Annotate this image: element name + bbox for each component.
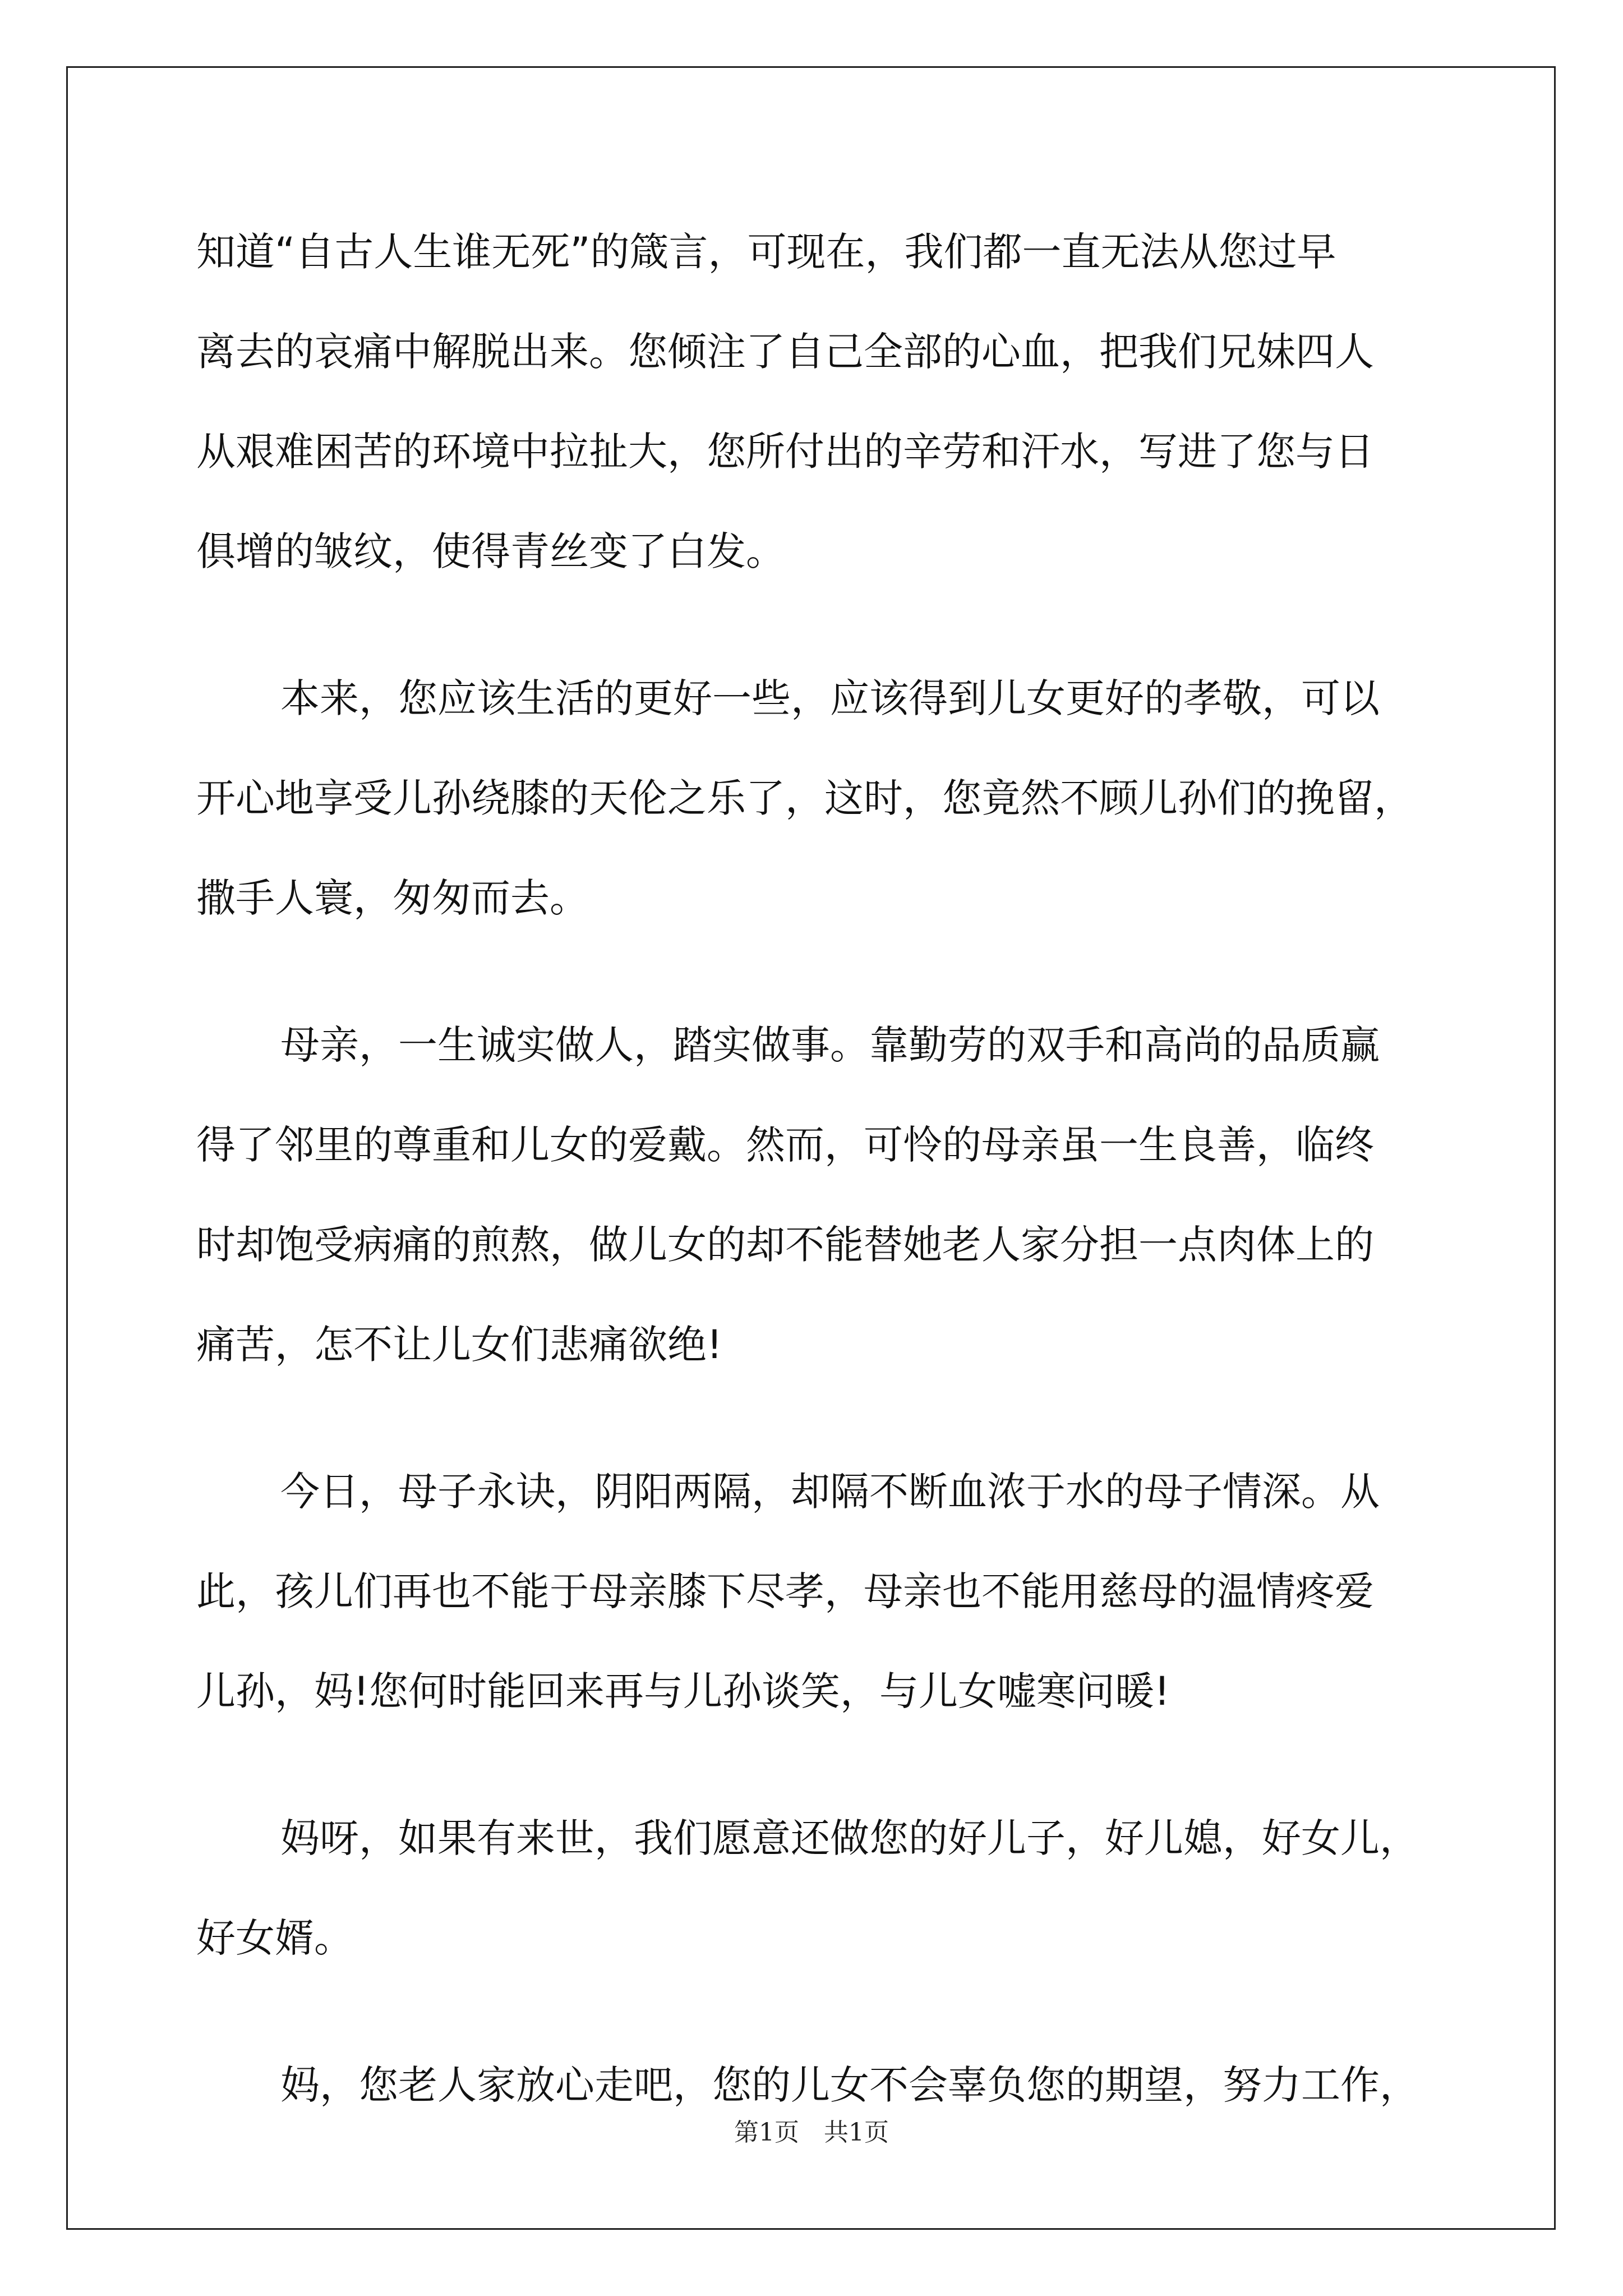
text-line: 俱增的皱纹，使得青丝变了白发。 xyxy=(196,528,785,574)
text-line: 好女婿。 xyxy=(196,1915,353,1961)
paragraph-5 xyxy=(196,1788,1430,1988)
text-line: 此，孩儿们再也不能于母亲膝下尽孝，母亲也不能用慈母的温情疼爱 xyxy=(196,1568,1374,1614)
text-line: 撒手人寰，匆匆而去。 xyxy=(196,875,589,921)
text-line: 时却饱受病痛的煎熬，做儿女的却不能替她老人家分担一点肉体上的 xyxy=(196,1222,1374,1268)
text-line: 开心地享受儿孙绕膝的天伦之乐了，这时，您竟然不顾儿孙们的挽留， xyxy=(196,775,1413,821)
document-body xyxy=(196,202,1430,2182)
text-line: 妈呀，如果有来世，我们愿意还做您的好儿子，好儿媳，好女儿， xyxy=(280,1815,1419,1861)
text-line: 母亲，一生诚实做人，踏实做事。靠勤劳的双手和高尚的品质赢 xyxy=(280,1022,1380,1068)
text-line: 离去的哀痛中解脱出来。您倾注了自己全部的心血，把我们兄妹四人 xyxy=(196,329,1374,375)
text-line: 本来，您应该生活的更好一些，应该得到儿女更好的孝敬，可以 xyxy=(280,675,1380,721)
text-line: 今日，母子永诀，阴阳两隔，却隔不断血浓于水的母子情深。从 xyxy=(280,1469,1380,1515)
page-footer: 第1页 共1页 xyxy=(734,2118,889,2147)
text-line: 从艰难困苦的环境中拉扯大，您所付出的辛劳和汗水，写进了您与日 xyxy=(196,429,1374,475)
paragraph-4 xyxy=(196,1442,1430,1741)
text-line: 知道“自古人生谁无死”的箴言，可现在，我们都一直无法从您过早 xyxy=(196,229,1336,275)
text-line: 得了邻里的尊重和儿女的爱戴。然而，可怜的母亲虽一生良善，临终 xyxy=(196,1122,1374,1168)
text-line: 妈，您老人家放心走吧，您的儿女不会辜负您的期望，努力工作， xyxy=(280,2062,1419,2108)
text-line: 痛苦，怎不让儿女们悲痛欲绝! xyxy=(196,1322,723,1368)
paragraph-2 xyxy=(196,648,1430,948)
paragraph-1 xyxy=(196,202,1430,601)
text-line: 儿孙，妈!您何时能回来再与儿孙谈笑，与儿女嘘寒问暖! xyxy=(196,1668,1170,1714)
paragraph-3 xyxy=(196,995,1430,1395)
